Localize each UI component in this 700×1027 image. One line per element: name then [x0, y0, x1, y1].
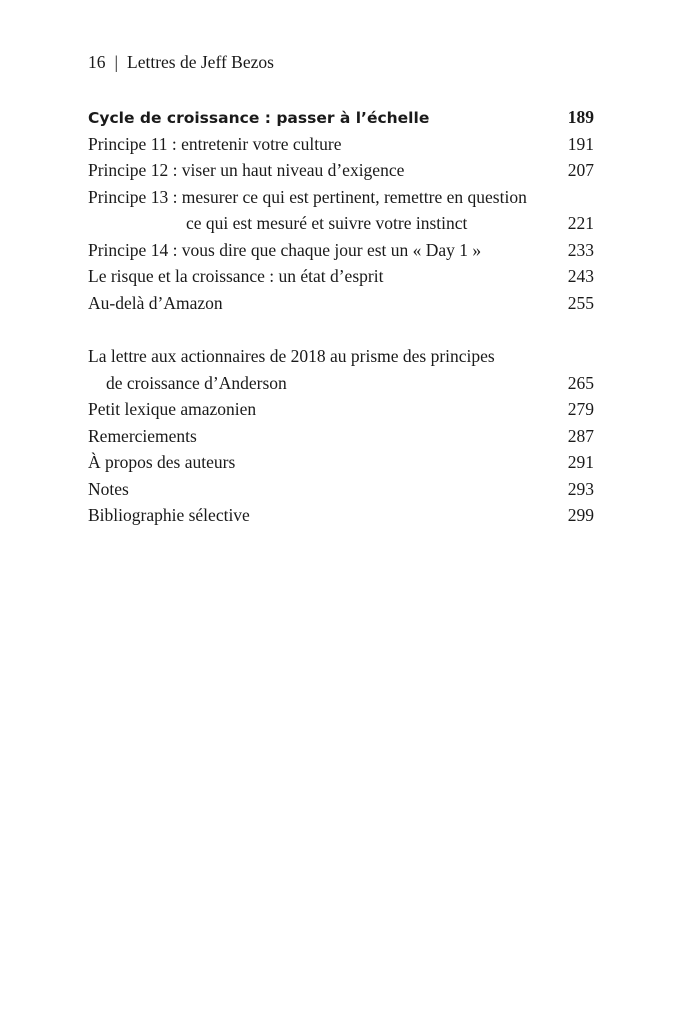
- toc-entry-page: 293: [567, 478, 594, 499]
- toc-entry-title: Le risque et la croissance : un état d’esprit: [88, 266, 384, 286]
- toc-entry: [88, 237, 594, 264]
- toc-entry-title: Notes: [88, 478, 129, 499]
- toc-entry-title: Petit lexique amazonien: [88, 399, 257, 419]
- toc-entry: [88, 184, 594, 211]
- toc-entry: [88, 449, 594, 476]
- toc-entry-page: 287: [567, 425, 594, 446]
- section-gap: [88, 316, 594, 343]
- toc-entry-title: Cycle de croissance : passer à l’échelle: [88, 109, 430, 127]
- toc-entry: [88, 476, 594, 503]
- toc-entry-page: 189: [567, 107, 594, 127]
- toc-entry: [88, 423, 594, 450]
- toc-entry: [88, 157, 594, 184]
- page-number: 16: [88, 52, 106, 72]
- toc-entry-title: ce qui est mesuré et suivre votre instinct: [186, 213, 468, 233]
- toc-entry-continuation: [88, 210, 594, 237]
- toc-entry: [88, 263, 594, 290]
- toc-entry: [88, 290, 594, 317]
- toc-entry-page: 291: [567, 452, 594, 472]
- toc-entry-title: Remerciements: [88, 425, 197, 446]
- toc-entry: [88, 502, 594, 529]
- toc-entry-page: 243: [567, 266, 594, 286]
- toc-entry-page: 255: [567, 292, 594, 313]
- toc-entry-title: de croissance d’Anderson: [106, 372, 287, 393]
- running-head: [88, 52, 274, 73]
- toc-entry-title: Au-delà d’Amazon: [88, 292, 223, 313]
- toc-entry-title: Principe 12 : viser un haut niveau d’exigence: [88, 160, 405, 180]
- toc-section-heading: [88, 104, 594, 131]
- toc-entry-title: La lettre aux actionnaires de 2018 au prisme des principes: [88, 346, 495, 366]
- header-separator: |: [114, 52, 119, 72]
- table-of-contents: [88, 104, 594, 529]
- book-title: Lettres de Jeff Bezos: [127, 52, 274, 72]
- toc-entry: [88, 343, 594, 370]
- toc-entry-title: Principe 11 : entretenir votre culture: [88, 133, 342, 154]
- toc-entry-title: Principe 13 : mesurer ce qui est pertinent, remettre en question: [88, 186, 527, 207]
- toc-entry-page: 265: [567, 372, 594, 393]
- toc-entry-page: 299: [567, 505, 594, 525]
- toc-entry: [88, 131, 594, 158]
- toc-entry-page: 233: [567, 239, 594, 260]
- toc-entry-page: 221: [567, 213, 594, 233]
- toc-entry-page: 191: [567, 133, 594, 154]
- toc-entry-page: 207: [567, 160, 594, 180]
- toc-entry-title: À propos des auteurs: [88, 452, 236, 472]
- toc-entry-continuation: [88, 370, 594, 397]
- toc-entry-title: Bibliographie sélective: [88, 505, 250, 525]
- toc-entry-page: 279: [567, 399, 594, 419]
- toc-entry-title: Principe 14 : vous dire que chaque jour est un « Day 1 »: [88, 239, 482, 260]
- toc-entry: [88, 396, 594, 423]
